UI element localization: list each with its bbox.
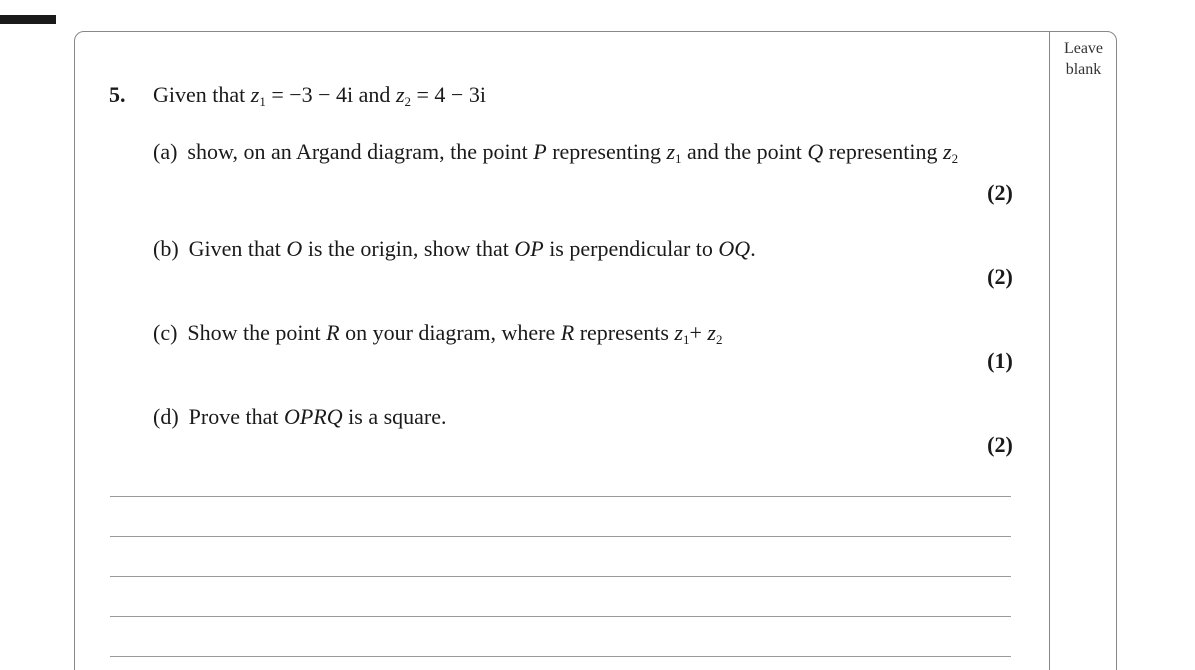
part-b-label: (b) bbox=[153, 236, 179, 261]
answer-line[interactable] bbox=[110, 496, 1011, 497]
leave-blank-label: Leave blank bbox=[1063, 40, 1104, 78]
part-b-marks: (2) bbox=[987, 264, 1013, 289]
part-c-marks: (1) bbox=[987, 348, 1013, 373]
answer-line[interactable] bbox=[110, 616, 1011, 617]
part-b-text: (b) Given that O is the origin, show that OP is perpendicular to OQ. bbox=[153, 236, 756, 261]
answer-line[interactable] bbox=[110, 576, 1011, 577]
question-stem: Given that $z_1 = -3 - 4i$ and $z_2 = 4 - 3i$ bbox=[153, 82, 486, 109]
page-corner-mark bbox=[0, 15, 56, 24]
answer-line[interactable] bbox=[110, 536, 1011, 537]
question-number: 5. bbox=[109, 82, 126, 107]
part-c-label: (c) bbox=[153, 320, 178, 345]
margin-divider bbox=[1049, 32, 1050, 670]
part-a-text: (a) show, on an Argand diagram, the point P representing $z_1$ and the point Q representing $z_2$ bbox=[153, 139, 959, 166]
part-d-label: (d) bbox=[153, 404, 179, 429]
answer-line[interactable] bbox=[110, 656, 1011, 657]
part-a-label: (a) bbox=[153, 139, 178, 164]
part-d-marks: (2) bbox=[987, 432, 1013, 457]
part-c-text: (c) Show the point R on your diagram, where R represents $z_1+ z_2$ bbox=[153, 320, 723, 347]
part-d-text: (d) Prove that OPRQ is a square. bbox=[153, 404, 447, 429]
part-a-marks: (2) bbox=[987, 180, 1013, 205]
